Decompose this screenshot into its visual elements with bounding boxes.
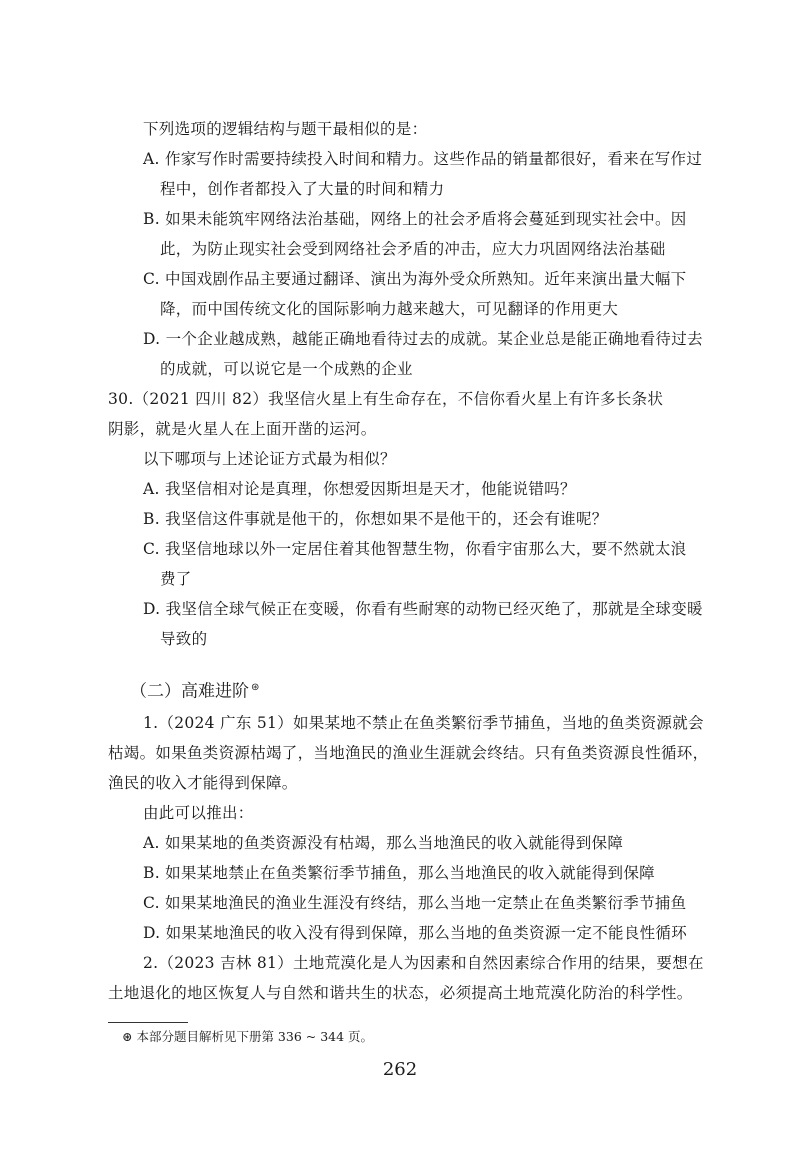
- question-stem: 下列选项的逻辑结构与题干最相似的是：: [143, 120, 428, 138]
- q30-option-c-cont: 费了: [160, 570, 192, 588]
- footnote-mark: ⊛: [251, 682, 260, 693]
- question-1-cont-1: 枯竭。如果鱼类资源枯竭了，当地渔民的渔业生涯就会终结。只有鱼类资源良性循环，: [108, 744, 709, 762]
- section-heading-text: （二）高难进阶: [130, 681, 249, 702]
- q30-option-d-cont: 导致的: [160, 630, 208, 648]
- footnote: ⊛ 本部分题目解析见下册第 336 ~ 344 页。: [122, 1029, 374, 1044]
- question-30: 30.（2021 四川 82）我坚信火星上有生命存在，不信你看火星上有许多长条状: [108, 390, 664, 408]
- option-b: B. 如果未能筑牢网络法治基础，网络上的社会矛盾将会蔓延到现实社会中。因: [143, 210, 687, 228]
- section-heading: [130, 676, 259, 704]
- option-d-cont: 的成就，可以说它是一个成熟的企业: [160, 360, 413, 378]
- question-30-cont: 阴影，就是火星人在上面开凿的运河。: [108, 420, 377, 438]
- option-a: A. 作家写作时需要持续投入时间和精力。这些作品的销量都很好，看来在写作过: [143, 150, 703, 168]
- question-2: 2.（2023 吉林 81）土地荒漠化是人为因素和自然因素综合作用的结果，要想在: [143, 954, 704, 972]
- q30-option-d: D. 我坚信全球气候正在变暖，你看有些耐寒的动物已经灭绝了，那就是全球变暖: [143, 600, 703, 618]
- q1-option-d: D. 如果某地渔民的收入没有得到保障，那么当地的鱼类资源一定不能良性循环: [143, 924, 688, 942]
- q1-option-a: A. 如果某地的鱼类资源没有枯竭，那么当地渔民的收入就能得到保障: [143, 834, 624, 852]
- option-b-cont: 此，为防止现实社会受到网络社会矛盾的冲击，应大力巩固网络法治基础: [160, 240, 666, 258]
- option-d: D. 一个企业越成熟，越能正确地看待过去的成就。某企业总是能正确地看待过去: [143, 330, 703, 348]
- question-1: 1.（2024 广东 51）如果某地不禁止在鱼类繁衍季节捕鱼，当地的鱼类资源就会: [143, 714, 704, 732]
- option-c: C. 中国戏剧作品主要通过翻译、演出为海外受众所熟知。近年来演出量大幅下: [143, 270, 687, 288]
- q1-option-b: B. 如果某地禁止在鱼类繁衍季节捕鱼，那么当地渔民的收入就能得到保障: [143, 864, 655, 882]
- q1-option-c: C. 如果某地渔民的渔业生涯没有终结，那么当地一定禁止在鱼类繁衍季节捕鱼: [143, 894, 687, 912]
- q30-option-c: C. 我坚信地球以外一定居住着其他智慧生物，你看宇宙那么大，要不然就太浪: [143, 540, 687, 558]
- q30-option-b: B. 我坚信这件事就是他干的，你想如果不是他干的，还会有谁呢？: [143, 510, 608, 528]
- option-c-cont: 降，而中国传统文化的国际影响力越来越大，可见翻译的作用更大: [160, 300, 619, 318]
- option-a-cont: 程中，创作者都投入了大量的时间和精力: [160, 180, 445, 198]
- question-30-stem: 以下哪项与上述论证方式最为相似？: [143, 450, 396, 468]
- page-number: 262: [382, 1059, 418, 1080]
- question-1-cont-2: 渔民的收入才能得到保障。: [108, 774, 298, 792]
- question-2-cont: 土地退化的地区恢复人与自然和谐共生的状态，必须提高土地荒漠化防治的科学性。: [108, 984, 693, 1002]
- q30-option-a: A. 我坚信相对论是真理，你想爱因斯坦是天才，他能说错吗？: [143, 480, 576, 498]
- footnote-rule: [108, 1022, 188, 1023]
- question-1-stem: 由此可以推出：: [143, 804, 254, 822]
